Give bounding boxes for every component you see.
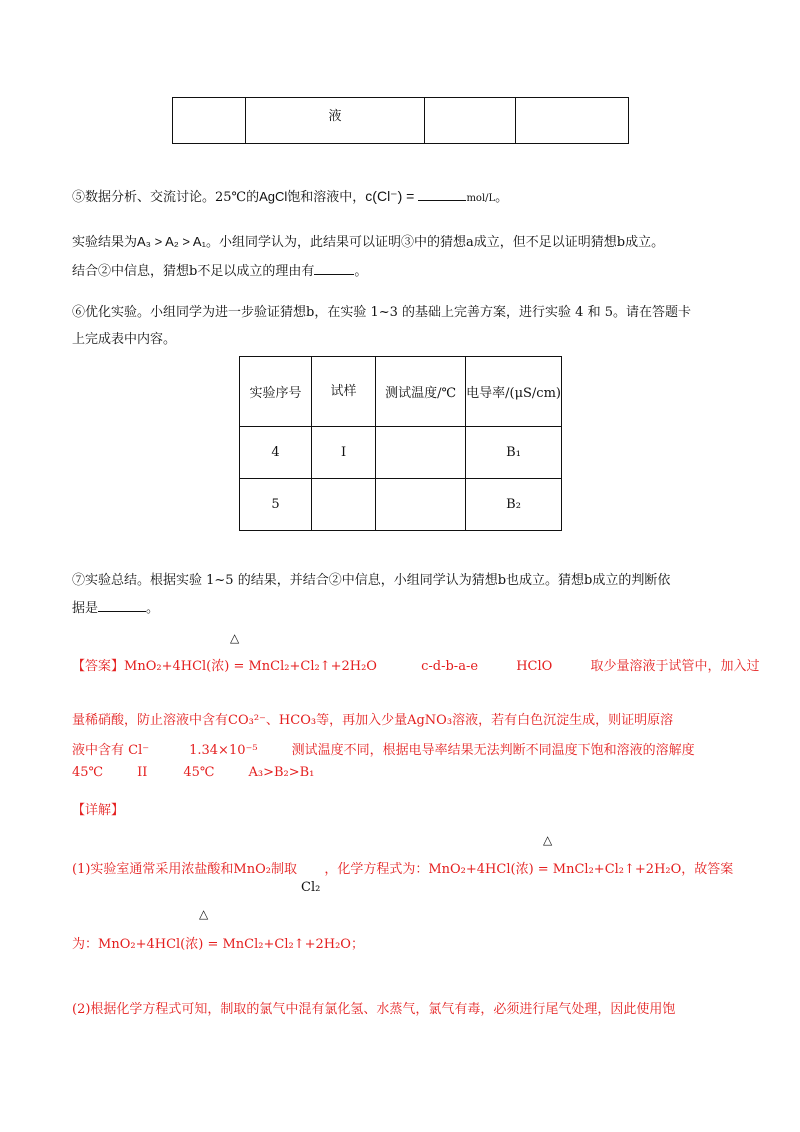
table-header: 试样	[312, 357, 376, 427]
sample-input-cell[interactable]	[312, 479, 376, 531]
table-header: 实验序号	[240, 357, 312, 427]
table-header: 测试温度/℃	[375, 357, 465, 427]
heating-symbol: △	[230, 631, 240, 645]
paragraph-6-line-2: 上完成表中内容。	[72, 332, 177, 347]
paragraph-7-line-1: ⑦实验总结。根据实验 1~5 的结果，并结合②中信息，小组同学认为猜想b也成立。猜想b成立的判断依	[72, 573, 671, 588]
chloride-concentration-formula: c(Cl⁻) =	[365, 188, 415, 204]
heating-symbol: △	[543, 833, 553, 847]
answer-blank	[314, 274, 354, 275]
detail-line-3: (2)根据化学方程式可知，制取的氯气中混有氯化氢、水蒸气，氯气有毒，必须进行尾气处理，因此使用饱	[72, 1002, 676, 1017]
top-table-cell	[173, 98, 246, 144]
answer-line-2: 量稀硝酸，防止溶液中含有CO₃²⁻、HCO₃等，再加入少量AgNO₃溶液，若有白色沉淀生成，则证明原溶	[72, 713, 674, 728]
table-row: 4 I B₁	[240, 427, 562, 479]
table-header: 电导率/(μS/cm)	[466, 357, 562, 427]
temp-input-cell[interactable]	[375, 427, 465, 479]
top-table-cell: 液	[246, 98, 425, 144]
top-table	[172, 97, 629, 144]
result-line-2: 结合②中信息，猜想b不足以成立的理由有 。	[72, 264, 368, 279]
result-line-1: 实验结果为A₃ > A₂ > A₁。小组同学认为，此结果可以证明③中的猜想a成立，但不足以证明猜想b成立。	[72, 234, 665, 250]
heating-symbol: △	[199, 907, 209, 921]
answer-line-1: 【答案】MnO₂+4HCl(浓) = MnCl₂+Cl₂↑+2H₂O c-d-b-a-e HClO 取少量溶液于试管中，加入过	[72, 659, 760, 674]
answer-blank	[98, 611, 146, 612]
table-row: 5 B₂	[240, 479, 562, 531]
top-table-cell	[425, 98, 516, 144]
answer-line-4: 45℃ II 45℃ A₃>B₂>B₁	[72, 765, 315, 780]
detail-line-2: 为：MnO₂+4HCl(浓) = MnCl₂+Cl₂↑+2H₂O；	[72, 937, 364, 952]
experiment-table	[239, 356, 562, 531]
top-table-cell	[516, 98, 629, 144]
paragraph-7-line-2: 据是 。	[72, 601, 160, 616]
detail-line-1: (1)实验室通常采用浓盐酸和MnO₂制取Cl₂，化学方程式为：MnO₂+4HCl(浓) = MnCl₂+Cl₂↑+2H₂O，故答案	[72, 862, 734, 895]
paragraph-6-line-1: ⑥优化实验。小组同学为进一步验证猜想b，在实验 1~3 的基础上完善方案，进行实验 4 和 5。请在答题卡	[72, 305, 691, 320]
answer-blank	[418, 200, 466, 201]
detail-label: 【详解】	[72, 803, 125, 818]
answer-line-3: 液中含有 Cl⁻ 1.34×10⁻⁵ 测试温度不同，根据电导率结果无法判断不同温度下饱和溶液的溶解度	[72, 743, 695, 758]
temp-input-cell[interactable]	[375, 479, 465, 531]
paragraph-5: ⑤数据分析、交流讨论。25℃的AgCl饱和溶液中，c(Cl⁻) = mol/L。	[72, 188, 509, 205]
